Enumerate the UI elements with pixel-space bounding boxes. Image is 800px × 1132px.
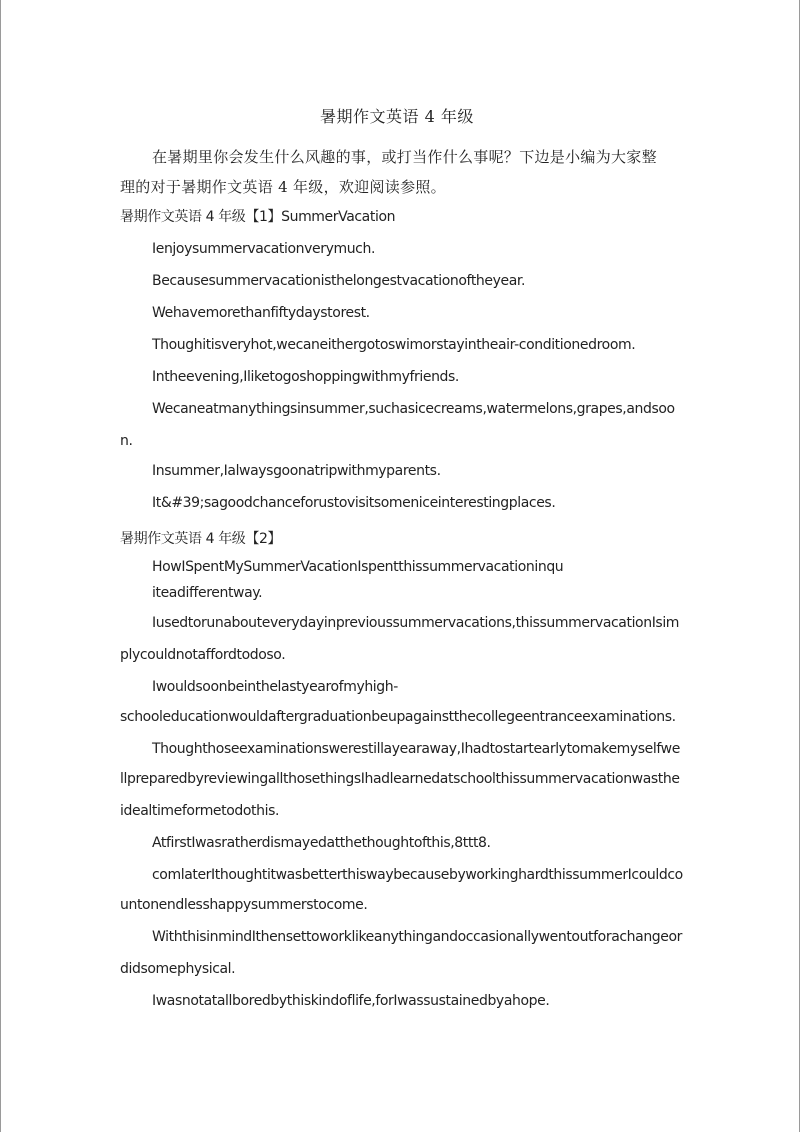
section-2-line: WiththisinmindIthensettoworklikeanythingandoccasionallywentoutforachangeor [152,929,683,945]
section-2-line: untonendlesshappysummerstocome. [120,897,368,913]
section-2-line: didsomephysical. [120,961,236,977]
section-1-line: Becausesummervacationisthelongestvacationoftheyear. [152,273,525,289]
section-2-line: Iusedtorunabouteverydayinprevioussummervacations,thissummervacationIsim [152,615,680,631]
page-left-border [0,0,1,1132]
section-1-line: Ienjoysummervacationverymuch. [152,241,375,257]
section-1-line: Intheevening,Iliketogoshoppingwithmyfriends. [152,369,459,385]
section-2-line: Iwasnotatallboredbythiskindoflife,forIwassustainedbyahope. [152,993,550,1009]
section-2-line: Iwouldsoonbeinthelastyearofmyhigh- [152,679,398,695]
section-1-line: Wehavemorethanfiftydaystorest. [152,305,370,321]
section-2-line: HowISpentMySummerVacationIspentthissummervacationinqu [152,559,564,575]
page-title: 暑期作文英语 4 年级 [320,107,474,126]
section-2-line: llpreparedbyreviewingallthosethingsIhadlearnedatschoolthissummervacationwasthe [120,771,680,787]
section-2-line: AtfirstIwasratherdismayedatthethoughtofthis,8ttt8. [152,835,491,851]
section-1-line: It&#39;sagoodchanceforustovisitsomeniceinterestingplaces. [152,495,556,511]
section-1-heading: 暑期作文英语 4 年级【1】SummerVacation [120,209,396,225]
section-2-line: iteadifferentway. [152,585,263,601]
section-2-line: idealtimeformetodothis. [120,803,280,819]
section-1-line: Insummer,Ialwaysgoonatripwithmyparents. [152,463,441,479]
intro-line-2: 理的对于暑期作文英语 4 年级，欢迎阅读参照。 [120,178,446,196]
intro-line-1: 在暑期里你会发生什么风趣的事，或打当作什么事呢？下边是小编为大家整 [152,148,657,166]
section-1-line: Wecaneatmanythingsinsummer,suchasicecreams,watermelons,grapes,andsoo [152,401,675,417]
section-1-line: Thoughitisveryhot,wecaneithergotoswimorstayintheair-conditionedroom. [152,337,636,353]
section-1-line: n. [120,433,133,449]
section-2-line: schooleducationwouldaftergraduationbeupagainstthecollegeentranceexaminations. [120,709,676,725]
section-2-heading: 暑期作文英语 4 年级【2】 [120,531,282,547]
section-2-line: Thoughthoseexaminationswerestillayearaway,Ihadtostartearlytomakemyselfwe [152,741,680,757]
section-2-line: plycouldnotaffordtodoso. [120,647,286,663]
section-2-line: comlaterIthoughtitwasbetterthiswaybecausebyworkinghardthissummerIcouldco [152,867,683,883]
